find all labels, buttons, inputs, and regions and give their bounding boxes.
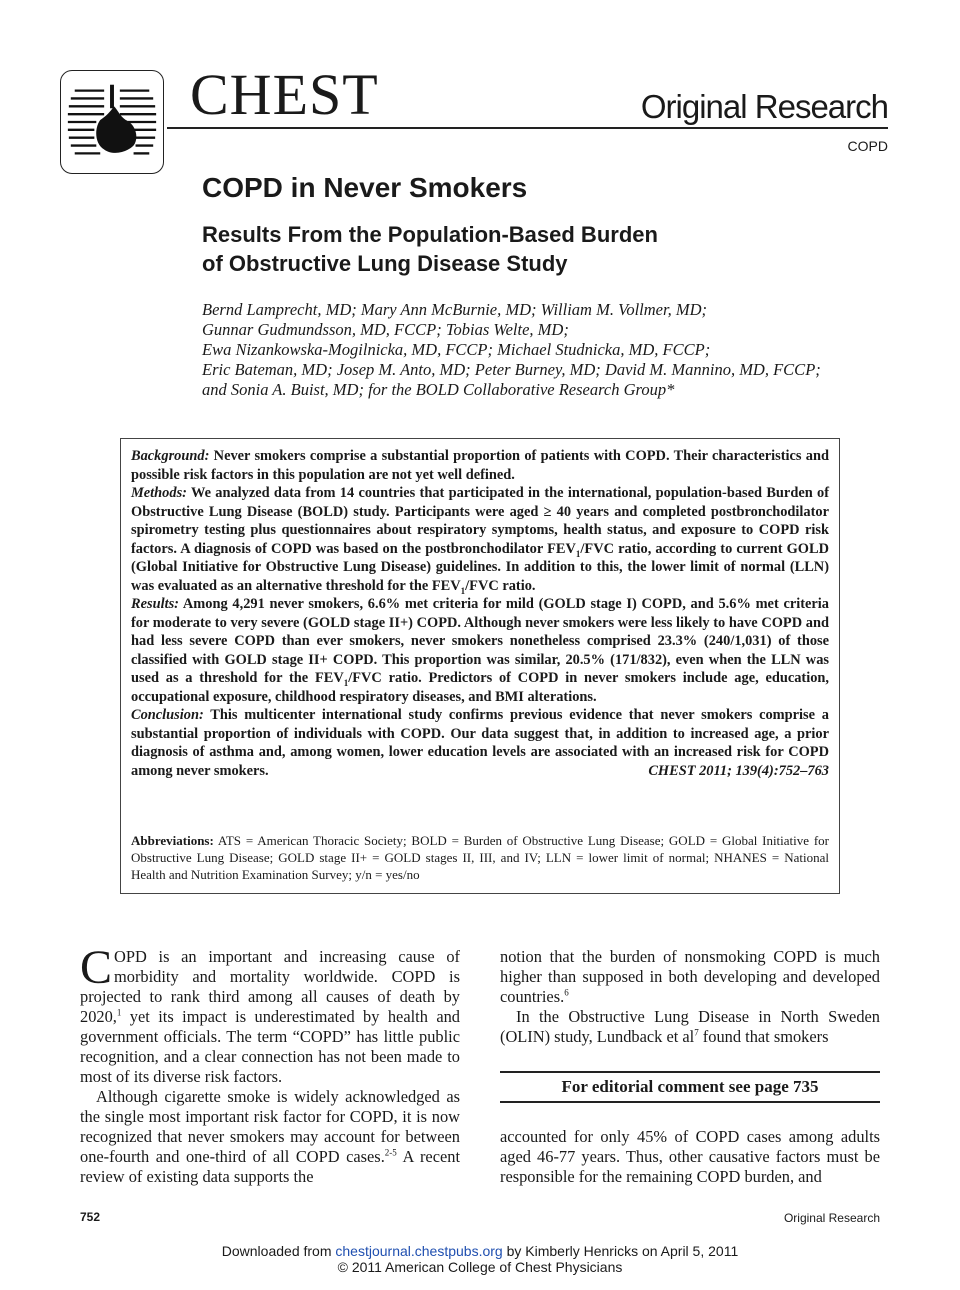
paragraph-text: yet its impact is underestimated by health and government officials. The term “COPD” has little public recognition, and a clear connection has not been made to most of its diverse risk factors.	[80, 1007, 460, 1086]
body-column-right	[500, 947, 880, 1047]
paragraph-text: notion that the burden of nonsmoking COPD is much higher than supposed in both developing and developed countries.	[500, 947, 880, 1006]
methods-text: /FVC ratio.	[465, 577, 536, 594]
subscript: 1	[575, 548, 581, 559]
abbreviations	[131, 832, 829, 883]
article-title: COPD in Never Smokers	[202, 172, 528, 203]
article-subtitle	[202, 220, 658, 278]
conclusion-label: Conclusion:	[131, 707, 204, 723]
author-line: and Sonia A. Buist, MD; for the BOLD Collaborative Research Group*	[202, 380, 675, 399]
body-paragraph	[500, 1007, 880, 1047]
body-paragraph	[80, 1087, 460, 1187]
author-list	[202, 300, 821, 400]
body-column-left	[80, 941, 460, 1187]
conclusion-text: This multicenter international study confirms previous evidence that never smokers comprise a substantial proportion of individuals with COPD. Our data suggest that, in addition to increased age, a prior diagnosis of asthma and, among women, lower education levels are associated with an increased risk for COPD among never smokers.	[131, 707, 829, 779]
methods-label: Methods:	[131, 485, 187, 501]
download-notice	[0, 1243, 960, 1259]
author-line: Bernd Lamprecht, MD; Mary Ann McBurnie, MD; William M. Vollmer, MD;	[202, 300, 707, 319]
subtitle-line: of Obstructive Lung Disease Study	[202, 251, 568, 276]
editorial-callout: For editorial comment see page 735	[500, 1071, 880, 1103]
download-suffix: by Kimberly Henricks on April 5, 2011	[502, 1243, 739, 1259]
abstract-methods	[131, 484, 829, 595]
results-text: Among 4,291 never smokers, 6.6% met criteria for mild (GOLD stage I) COPD, and 5.6% met criteria for moderate to very severe (GOLD stage II+) COPD. Although never smokers were less likely to have COPD and had less severe COPD than ever smokers, never smokers nonetheless comprised 23.3% (240/1,031) of those classified with GOLD stage II+ COPD. This proportion was similar, 20.5% (171/832), even when the LLN was used as a threshold for the FEV	[131, 596, 829, 686]
paragraph-text: OPD is an important and increasing cause of morbidity and mortality worldwide. COPD is projected to rank third among all causes of death by 2020,	[80, 947, 460, 1026]
abstract-results	[131, 595, 829, 706]
body-paragraph: accounted for only 45% of COPD cases among adults aged 46-77 years. Thus, other causative factors must be responsible for the remaining COPD burden, and	[500, 1127, 880, 1186]
subtitle-line: Results From the Population-Based Burden	[202, 222, 658, 247]
download-link[interactable]: chestjournal.chestpubs.org	[335, 1243, 503, 1259]
methods-text: We analyzed data from 14 countries that participated in the international, population-based Burden of Obstructive Lung Disease (BOLD) study. Participants were aged ≥ 40 years and completed postbronchodilator spirometry testing plus questionnaires about respiratory symptoms, health status, and exposure to COPD risk factors. A diagnosis of COPD was based on the postbronchodilator FEV	[131, 485, 829, 557]
subsection-label: COPD	[847, 138, 888, 154]
abbreviations-text: ATS = American Thoracic Society; BOLD = Burden of Obstructive Lung Disease; GOLD = Global Initiative for Obstructive Lung Disease; GOLD stage II+ = GOLD stages II, III, and IV; LLN = lower limit of normal; NHANES = National Health and Nutrition Examination Survey; y/n = yes/no	[131, 833, 829, 882]
abbreviations-label: Abbreviations:	[131, 833, 214, 848]
abstract-background	[131, 447, 829, 484]
download-prefix: Downloaded from	[221, 1243, 336, 1259]
paragraph-text: In the Obstructive Lung Disease in North Sweden (OLIN) study, Lundback et al	[500, 1007, 880, 1046]
body-paragraph	[500, 947, 880, 1007]
footer-section-label: Original Research	[783, 1211, 880, 1225]
results-text: /FVC ratio. Predictors of COPD in never smokers include age, education, occupational exposure, childhood respiratory diseases, and BMI alterations.	[131, 670, 830, 705]
author-line: Eric Bateman, MD; Josep M. Anto, MD; Peter Burney, MD; David M. Mannino, MD, FCCP;	[202, 360, 821, 379]
reference-superscript: 1	[116, 1007, 122, 1018]
author-line: Ewa Nizankowska-Mogilnicka, MD, FCCP; Michael Studnicka, MD, FCCP;	[202, 340, 711, 359]
body-paragraph	[80, 941, 460, 1087]
journal-logo	[60, 70, 164, 174]
paragraph-text: A recent review of existing data supports the	[80, 1147, 460, 1186]
results-label: Results:	[131, 596, 179, 612]
author-line: Gunnar Gudmundsson, MD, FCCP; Tobias Welte, MD;	[202, 320, 569, 339]
section-label: Original Research	[640, 88, 888, 125]
abstract-conclusion	[131, 706, 829, 780]
background-text: Never smokers comprise a substantial proportion of patients with COPD. Their characteristics and possible risk factors in this population are not yet well defined.	[131, 448, 829, 483]
paragraph-text: Although cigarette smoke is widely acknowledged as the single most important risk factor for COPD, it is now recognized that never smokers may account for between one-fourth and one-third of all COPD cases.	[80, 1087, 460, 1166]
body-column-right-continued	[500, 1127, 880, 1187]
reference-superscript: 6	[564, 987, 569, 998]
methods-text: /FVC ratio, according to current GOLD (Global Initiative for Obstructive Lung Disease) guidelines. In addition to this, the lower limit of normal (LLN) was evaluated as an alternative threshold for the FEV	[131, 540, 829, 594]
copyright-notice: © 2011 American College of Chest Physicians	[337, 1259, 623, 1275]
journal-name: CHEST	[190, 62, 379, 127]
paragraph-text: found that smokers	[698, 1027, 829, 1046]
subscript: 1	[343, 677, 349, 688]
page-number: 752	[80, 1210, 101, 1224]
subscript: 1	[460, 585, 466, 596]
abstract	[131, 447, 829, 780]
drop-cap: C	[80, 941, 113, 994]
lungs-icon	[61, 71, 163, 173]
journal-citation: CHEST 2011; 139(4):752–763	[648, 762, 829, 779]
reference-superscript: 7	[694, 1027, 699, 1038]
header-rule	[167, 127, 888, 129]
reference-superscript: 2-5	[384, 1147, 397, 1158]
background-label: Background:	[131, 448, 210, 464]
